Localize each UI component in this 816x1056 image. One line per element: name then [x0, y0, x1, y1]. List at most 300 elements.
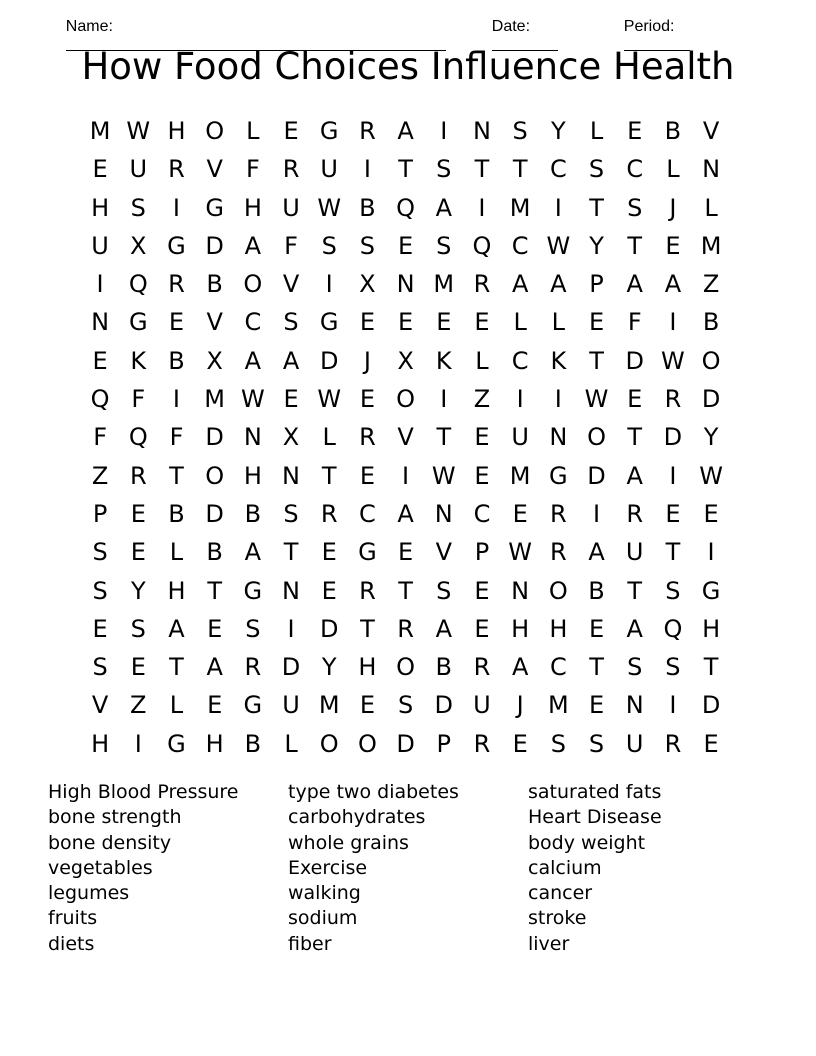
grid-letter[interactable]: G	[128, 308, 148, 337]
grid-letter[interactable]: T	[360, 614, 375, 643]
grid-letter[interactable]: M	[509, 461, 531, 490]
grid-letter[interactable]: O	[205, 117, 225, 145]
grid-letter[interactable]: D	[319, 614, 339, 643]
grid-letter[interactable]: L	[246, 117, 260, 145]
grid-letter[interactable]: G	[205, 193, 224, 222]
grid-letter[interactable]: D	[281, 653, 301, 682]
grid-letter[interactable]: S	[359, 231, 376, 260]
grid-letter[interactable]: H	[358, 653, 377, 682]
grid-letter[interactable]: E	[92, 614, 108, 643]
grid-letter[interactable]: R	[626, 499, 644, 528]
grid-letter[interactable]: P	[589, 270, 604, 299]
grid-letter[interactable]: N	[282, 461, 300, 490]
word-bank-item: carbohydrates	[288, 806, 426, 829]
grid-letter[interactable]: S	[92, 576, 108, 605]
grid-letter[interactable]: I	[707, 538, 715, 567]
grid-letter[interactable]: Y	[321, 653, 337, 682]
grid-letter[interactable]: Q	[90, 385, 110, 414]
grid-letter[interactable]: A	[244, 231, 262, 260]
grid-letter[interactable]: C	[473, 499, 491, 528]
grid-letter[interactable]: E	[627, 117, 643, 145]
grid-letter[interactable]: G	[243, 691, 263, 720]
grid-letter[interactable]: I	[172, 385, 180, 414]
grid-letter[interactable]: A	[282, 346, 300, 375]
grid-letter[interactable]: L	[475, 346, 489, 375]
grid-letter[interactable]: U	[129, 155, 148, 184]
grid-letter[interactable]: E	[168, 308, 185, 337]
grid-letter[interactable]: S	[283, 499, 299, 528]
grid-letter[interactable]: E	[398, 308, 414, 337]
grid-letter[interactable]: N	[549, 423, 568, 452]
grid-letter[interactable]: R	[550, 499, 567, 528]
grid-letter[interactable]: B	[244, 729, 262, 758]
grid-letter[interactable]: E	[588, 691, 605, 720]
grid-letter[interactable]: I	[363, 155, 371, 184]
grid-letter[interactable]: D	[205, 231, 224, 260]
word-bank-item: type two diabetes	[288, 781, 459, 803]
grid-letter[interactable]: G	[167, 729, 186, 758]
grid-letter[interactable]: S	[588, 155, 605, 184]
grid-letter[interactable]: Q	[396, 193, 416, 222]
grid-letter[interactable]: S	[436, 155, 452, 184]
grid-letter[interactable]: U	[473, 691, 491, 720]
grid-letter[interactable]: M	[547, 691, 569, 720]
grid-letter[interactable]: S	[665, 576, 681, 605]
grid-letter[interactable]: O	[587, 423, 606, 452]
grid-letter[interactable]: J	[363, 346, 371, 375]
grid-letter[interactable]: W	[126, 117, 151, 145]
grid-letter[interactable]: S	[436, 231, 452, 260]
grid-letter[interactable]: Z	[702, 270, 720, 299]
grid-letter[interactable]: T	[512, 155, 528, 184]
grid-letter[interactable]: A	[511, 270, 529, 299]
grid-letter[interactable]: E	[359, 691, 375, 720]
grid-letter[interactable]: A	[626, 614, 643, 643]
grid-letter[interactable]: H	[511, 614, 530, 643]
grid-letter[interactable]: S	[627, 653, 643, 682]
grid-letter[interactable]: T	[398, 576, 413, 605]
grid-letter[interactable]: I	[592, 499, 601, 528]
grid-letter[interactable]: K	[130, 346, 147, 375]
grid-letter[interactable]: V	[282, 270, 300, 299]
grid-letter[interactable]: I	[134, 729, 142, 758]
grid-letter[interactable]: T	[207, 576, 222, 605]
grid-letter[interactable]: E	[665, 231, 681, 260]
letter-grid	[81, 114, 730, 765]
grid-letter[interactable]: U	[625, 729, 644, 758]
grid-letter[interactable]: D	[205, 423, 224, 452]
grid-letter[interactable]: B	[206, 270, 223, 299]
grid-letter[interactable]: F	[627, 308, 642, 337]
grid-letter[interactable]: E	[398, 538, 414, 567]
grid-letter[interactable]: C	[244, 308, 262, 337]
word-bank-item: fruits	[48, 907, 98, 930]
grid-letter[interactable]: A	[244, 538, 262, 567]
grid-letter[interactable]: L	[513, 308, 527, 337]
grid-letter[interactable]: I	[478, 193, 486, 222]
grid-letter[interactable]: O	[357, 729, 377, 758]
grid-letter[interactable]: E	[321, 576, 337, 605]
grid-letter[interactable]: D	[319, 346, 339, 375]
grid-letter[interactable]: P	[92, 499, 108, 528]
grid-letter[interactable]: X	[282, 423, 300, 452]
grid-letter[interactable]: Q	[663, 614, 683, 643]
grid-letter[interactable]: R	[168, 155, 185, 184]
grid-letter[interactable]: E	[512, 499, 528, 528]
grid-letter[interactable]: T	[589, 193, 604, 222]
grid-letter[interactable]: H	[167, 576, 186, 605]
grid-letter[interactable]: N	[282, 576, 300, 605]
grid-letter[interactable]: T	[665, 538, 681, 567]
grid-letter[interactable]: H	[243, 461, 262, 490]
grid-letter[interactable]: W	[317, 385, 342, 414]
grid-letter[interactable]: E	[359, 461, 375, 490]
grid-letter[interactable]: Y	[703, 423, 719, 452]
grid-letter[interactable]: Q	[128, 270, 148, 299]
grid-letter[interactable]: I	[554, 193, 562, 222]
grid-letter[interactable]: E	[398, 231, 414, 260]
grid-letter[interactable]: E	[588, 614, 605, 643]
grid-letter[interactable]: L	[169, 538, 184, 567]
grid-letter[interactable]: T	[474, 155, 490, 184]
grid-letter[interactable]: R	[129, 461, 147, 490]
grid-letter[interactable]: M	[509, 193, 531, 222]
grid-letter[interactable]: O	[396, 385, 416, 414]
grid-letter[interactable]: G	[319, 117, 339, 145]
grid-letter[interactable]: H	[91, 729, 110, 758]
grid-letter[interactable]: N	[472, 117, 491, 145]
grid-letter[interactable]: Z	[473, 385, 491, 414]
grid-letter[interactable]: M	[433, 270, 455, 299]
grid-letter[interactable]: H	[205, 729, 224, 758]
word-bank-item: Exercise	[288, 856, 368, 879]
grid-letter[interactable]: N	[702, 155, 721, 184]
grid-letter[interactable]: R	[359, 117, 376, 145]
name-label: Name:	[65, 18, 113, 35]
grid-letter[interactable]: B	[168, 346, 185, 375]
grid-letter[interactable]: A	[626, 461, 643, 490]
grid-letter[interactable]: N	[625, 691, 644, 720]
worksheet-header	[0, 0, 816, 35]
grid-letter[interactable]: A	[435, 193, 452, 222]
grid-letter[interactable]: R	[473, 270, 491, 299]
grid-letter[interactable]: X	[359, 270, 376, 299]
grid-letter[interactable]: D	[434, 691, 454, 720]
grid-letter[interactable]: T	[398, 155, 413, 184]
grid-letter[interactable]: W	[661, 346, 685, 375]
grid-letter[interactable]: A	[206, 653, 223, 682]
grid-letter[interactable]: R	[359, 576, 376, 605]
grid-letter[interactable]: G	[319, 308, 339, 337]
grid-letter[interactable]: V	[702, 117, 720, 145]
grid-letter[interactable]: N	[511, 576, 530, 605]
grid-letter[interactable]: B	[168, 499, 185, 528]
grid-letter[interactable]: G	[358, 538, 377, 567]
grid-letter[interactable]: I	[554, 385, 562, 414]
grid-letter[interactable]: E	[283, 117, 299, 145]
grid-letter[interactable]: R	[550, 538, 567, 567]
grid-letter[interactable]: V	[435, 538, 452, 567]
grid-letter[interactable]: R	[664, 385, 682, 414]
grid-letter[interactable]: Y	[130, 576, 146, 605]
grid-letter[interactable]: D	[587, 461, 606, 490]
grid-letter[interactable]: S	[321, 231, 337, 260]
grid-letter[interactable]: H	[702, 614, 721, 643]
grid-letter[interactable]: C	[549, 155, 567, 184]
grid-letter[interactable]: B	[702, 308, 720, 337]
word-bank-item: Heart Disease	[528, 806, 662, 829]
grid-letter[interactable]: D	[701, 691, 721, 720]
grid-letter[interactable]: M	[204, 385, 226, 414]
grid-letter[interactable]: E	[130, 499, 146, 528]
grid-letter[interactable]: M	[700, 231, 722, 260]
grid-letter[interactable]: O	[396, 653, 416, 682]
grid-letter[interactable]: Z	[130, 691, 147, 720]
grid-letter[interactable]: S	[92, 538, 108, 567]
grid-letter[interactable]: L	[589, 117, 604, 145]
grid-letter[interactable]: D	[205, 499, 224, 528]
grid-letter[interactable]: Q	[128, 423, 148, 452]
grid-letter[interactable]: E	[512, 729, 528, 758]
grid-letter[interactable]: G	[701, 576, 721, 605]
grid-letter[interactable]: I	[96, 270, 104, 299]
grid-letter[interactable]: N	[434, 499, 453, 528]
grid-letter[interactable]: R	[244, 653, 262, 682]
grid-letter[interactable]: E	[474, 308, 490, 337]
word-bank-item: sodium	[288, 907, 358, 930]
grid-letter[interactable]: H	[243, 193, 262, 222]
grid-letter[interactable]: E	[130, 538, 146, 567]
grid-letter[interactable]: S	[92, 653, 108, 682]
grid-letter[interactable]: D	[663, 423, 683, 452]
grid-letter[interactable]: R	[320, 499, 338, 528]
grid-letter[interactable]: W	[699, 461, 723, 490]
grid-letter[interactable]: A	[397, 117, 414, 145]
grid-letter[interactable]: E	[283, 385, 299, 414]
grid-letter[interactable]: I	[440, 385, 448, 414]
grid-letter[interactable]: T	[589, 346, 604, 375]
grid-letter[interactable]: E	[92, 346, 108, 375]
grid-letter[interactable]: Q	[472, 231, 492, 260]
grid-letter[interactable]: K	[550, 346, 567, 375]
grid-letter[interactable]: C	[511, 346, 529, 375]
grid-letter[interactable]: X	[130, 231, 147, 260]
grid-letter[interactable]: E	[436, 308, 452, 337]
grid-letter[interactable]: A	[168, 614, 185, 643]
grid-letter[interactable]: P	[436, 729, 452, 758]
grid-letter[interactable]: C	[359, 499, 376, 528]
grid-letter[interactable]: E	[207, 614, 223, 643]
grid-letter[interactable]: P	[474, 538, 490, 567]
grid-letter[interactable]: M	[89, 117, 111, 145]
grid-letter[interactable]: W	[317, 193, 342, 222]
grid-letter[interactable]: F	[245, 155, 260, 184]
grid-letter[interactable]: R	[359, 423, 376, 452]
grid-letter[interactable]: A	[664, 270, 682, 299]
grid-letter[interactable]: A	[588, 538, 605, 567]
grid-letter[interactable]: O	[319, 729, 339, 758]
grid-letter[interactable]: F	[93, 423, 107, 452]
grid-letter[interactable]: I	[325, 270, 333, 299]
grid-letter[interactable]: U	[282, 691, 300, 720]
grid-letter[interactable]: R	[664, 729, 682, 758]
grid-letter[interactable]: U	[320, 155, 338, 184]
grid-letter[interactable]: U	[511, 423, 529, 452]
grid-letter[interactable]: I	[172, 193, 180, 222]
grid-letter[interactable]: T	[169, 461, 184, 490]
grid-letter[interactable]: E	[703, 499, 719, 528]
grid-letter[interactable]: C	[626, 155, 644, 184]
grid-letter[interactable]: A	[244, 346, 262, 375]
grid-letter[interactable]: N	[396, 270, 415, 299]
grid-letter[interactable]: C	[549, 653, 567, 682]
grid-letter[interactable]: B	[435, 653, 453, 682]
grid-letter[interactable]: I	[516, 385, 524, 414]
grid-letter[interactable]: E	[474, 423, 490, 452]
grid-letter[interactable]: Y	[551, 117, 566, 145]
grid-letter[interactable]: U	[282, 193, 300, 222]
grid-letter[interactable]: R	[473, 729, 491, 758]
grid-letter[interactable]: T	[703, 653, 719, 682]
grid-letter[interactable]: O	[243, 270, 263, 299]
grid-letter[interactable]: M	[318, 691, 340, 720]
grid-letter[interactable]: I	[669, 461, 677, 490]
grid-letter[interactable]: O	[205, 461, 225, 490]
grid-letter[interactable]: I	[440, 117, 448, 145]
grid-letter[interactable]: S	[397, 691, 414, 720]
grid-letter[interactable]: T	[169, 653, 184, 682]
grid-letter[interactable]: S	[436, 576, 452, 605]
grid-letter[interactable]: E	[474, 461, 490, 490]
grid-letter[interactable]: G	[167, 231, 186, 260]
grid-letter[interactable]: H	[91, 193, 110, 222]
grid-letter[interactable]: T	[627, 231, 643, 260]
grid-letter[interactable]: A	[397, 499, 414, 528]
grid-letter[interactable]: V	[206, 155, 223, 184]
grid-letter[interactable]: T	[321, 461, 337, 490]
grid-letter[interactable]: F	[284, 231, 298, 260]
grid-letter[interactable]: B	[664, 117, 682, 145]
grid-letter[interactable]: A	[435, 614, 452, 643]
grid-letter[interactable]: F	[169, 423, 184, 452]
grid-letter[interactable]: B	[359, 193, 376, 222]
grid-letter[interactable]: H	[167, 117, 186, 145]
grid-letter[interactable]: S	[245, 614, 261, 643]
grid-letter[interactable]: V	[397, 423, 414, 452]
grid-letter[interactable]: C	[511, 231, 529, 260]
grid-letter[interactable]: D	[701, 385, 721, 414]
grid-letter[interactable]: T	[627, 576, 643, 605]
grid-letter[interactable]: A	[626, 270, 643, 299]
grid-letter[interactable]: S	[588, 729, 605, 758]
grid-letter[interactable]: S	[627, 193, 643, 222]
grid-letter[interactable]: S	[130, 193, 146, 222]
grid-letter[interactable]: I	[669, 691, 677, 720]
grid-letter[interactable]: L	[322, 423, 336, 452]
grid-letter[interactable]: R	[397, 614, 414, 643]
grid-letter[interactable]: R	[473, 653, 491, 682]
grid-letter[interactable]: B	[244, 499, 262, 528]
grid-letter[interactable]: B	[588, 576, 605, 605]
grid-letter[interactable]: O	[701, 346, 721, 375]
grid-letter[interactable]: W	[546, 231, 571, 260]
grid-letter[interactable]: A	[511, 653, 529, 682]
grid-letter[interactable]: T	[283, 538, 299, 567]
grid-letter[interactable]: E	[588, 308, 605, 337]
grid-letter[interactable]: H	[549, 614, 568, 643]
grid-letter[interactable]: D	[396, 729, 415, 758]
grid-letter[interactable]: I	[669, 308, 677, 337]
grid-letter[interactable]: L	[169, 691, 184, 720]
grid-letter[interactable]: E	[207, 691, 223, 720]
grid-letter[interactable]: U	[91, 231, 109, 260]
grid-letter[interactable]: W	[584, 385, 609, 414]
grid-letter[interactable]: S	[665, 653, 681, 682]
grid-letter[interactable]: W	[431, 461, 456, 490]
grid-letter[interactable]: J	[669, 193, 677, 222]
grid-letter[interactable]: U	[625, 538, 644, 567]
grid-letter[interactable]: X	[397, 346, 414, 375]
grid-letter[interactable]: N	[243, 423, 262, 452]
grid-letter[interactable]: E	[92, 155, 108, 184]
grid-letter[interactable]: V	[206, 308, 223, 337]
grid-letter[interactable]: N	[91, 308, 110, 337]
grid-letter[interactable]: I	[287, 614, 295, 643]
grid-letter[interactable]: L	[284, 729, 298, 758]
word-column	[288, 780, 459, 957]
grid-letter[interactable]: E	[703, 729, 719, 758]
grid-letter[interactable]: V	[91, 691, 109, 720]
grid-letter[interactable]: E	[321, 538, 337, 567]
grid-letter[interactable]: Y	[589, 231, 604, 260]
grid-letter[interactable]: E	[130, 653, 146, 682]
grid-letter[interactable]: R	[282, 155, 300, 184]
grid-letter[interactable]: A	[550, 270, 567, 299]
word-bank-item: bone strength	[48, 806, 182, 829]
grid-letter[interactable]: O	[548, 576, 568, 605]
grid-letter[interactable]: S	[512, 117, 528, 145]
grid-letter[interactable]: T	[436, 423, 452, 452]
grid-letter[interactable]: E	[665, 499, 681, 528]
grid-letter[interactable]: T	[589, 653, 604, 682]
grid-letter[interactable]: E	[359, 308, 375, 337]
grid-letter[interactable]: W	[508, 538, 533, 567]
grid-letter[interactable]: E	[359, 385, 375, 414]
grid-letter[interactable]: F	[131, 385, 146, 414]
grid-letter[interactable]: E	[474, 614, 490, 643]
grid-letter[interactable]: I	[402, 461, 410, 490]
grid-letter[interactable]: S	[550, 729, 566, 758]
grid-letter[interactable]: L	[704, 193, 718, 222]
grid-letter[interactable]: T	[627, 423, 643, 452]
grid-letter[interactable]: S	[283, 308, 299, 337]
grid-letter[interactable]: L	[666, 155, 680, 184]
grid-letter[interactable]: B	[206, 538, 223, 567]
grid-letter[interactable]: S	[130, 614, 146, 643]
grid-letter[interactable]: J	[516, 691, 524, 720]
grid-letter[interactable]: E	[627, 385, 643, 414]
grid-letter[interactable]: R	[168, 270, 185, 299]
grid-letter[interactable]: K	[435, 346, 452, 375]
grid-letter[interactable]: G	[243, 576, 263, 605]
grid-letter[interactable]: D	[625, 346, 644, 375]
grid-letter[interactable]: L	[551, 308, 566, 337]
grid-letter[interactable]: G	[549, 461, 568, 490]
grid-letter[interactable]: E	[474, 576, 490, 605]
grid-letter[interactable]: Z	[91, 461, 109, 490]
grid-letter[interactable]: W	[240, 385, 265, 414]
grid-letter[interactable]: X	[206, 346, 223, 375]
